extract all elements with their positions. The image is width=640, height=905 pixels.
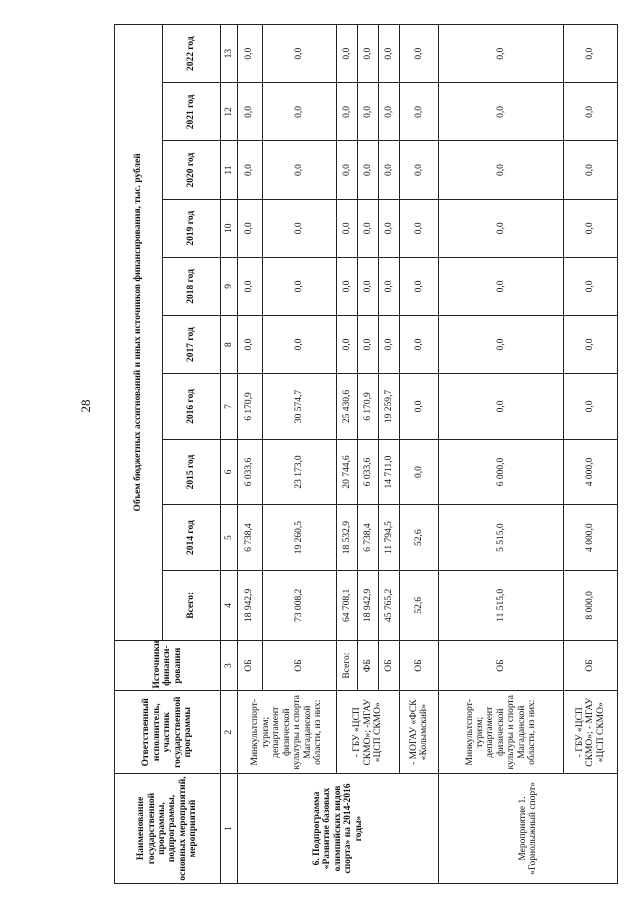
- col-index: 9: [220, 257, 237, 315]
- value-cell: 0,0: [399, 199, 438, 257]
- value-cell: 0,0: [237, 316, 262, 374]
- col-index: 10: [220, 199, 237, 257]
- source-cell: ОБ: [237, 640, 262, 691]
- financing-table: [114, 24, 618, 884]
- value-cell: 20 744,6: [337, 439, 358, 505]
- value-cell: 0,0: [262, 199, 337, 257]
- value-cell: 0,0: [262, 83, 337, 141]
- value-cell: 6 000,0: [439, 439, 564, 505]
- header-executor: Ответственный исполнитель, участник государственной программы: [115, 691, 221, 774]
- value-cell: 0,0: [337, 316, 358, 374]
- table-row: [439, 25, 564, 884]
- value-cell: 0,0: [337, 83, 358, 141]
- table-row: [399, 25, 438, 884]
- value-cell: 0,0: [563, 374, 617, 440]
- value-cell: 0,0: [237, 25, 262, 83]
- subprogram-executor: Минкультспорт-туризм; департамент физической культуры и спорта Магаданской области, из них:: [237, 691, 337, 774]
- source-cell: ОБ: [439, 640, 564, 691]
- value-cell: 6 738,4: [358, 505, 379, 571]
- value-cell: 14 711,0: [378, 439, 399, 505]
- value-cell: 30 574,7: [262, 374, 337, 440]
- source-cell: ОБ: [399, 640, 438, 691]
- value-cell: 23 173,0: [262, 439, 337, 505]
- header-total: Всего:: [162, 570, 220, 640]
- value-cell: 4 000,0: [563, 505, 617, 571]
- header-name: Наименование государственной программы, подпрограммы, основных мероприятий, мероприятий: [115, 773, 221, 883]
- value-cell: 0,0: [399, 316, 438, 374]
- value-cell: 64 708,1: [337, 570, 358, 640]
- value-cell: 52,6: [399, 570, 438, 640]
- value-cell: 0,0: [337, 257, 358, 315]
- value-cell: 52,6: [399, 505, 438, 571]
- measure-name: Мероприятие 1. «Горнолыжный спорт»: [439, 773, 618, 883]
- value-cell: 19 260,5: [262, 505, 337, 571]
- value-cell: 11 794,5: [378, 505, 399, 571]
- index-row: [220, 25, 237, 884]
- header-year-2017: 2017 год: [162, 316, 220, 374]
- source-cell: ОБ: [262, 640, 337, 691]
- value-cell: 0,0: [563, 25, 617, 83]
- col-index: 12: [220, 83, 237, 141]
- page-number: 28: [78, 399, 93, 413]
- value-cell: 0,0: [237, 141, 262, 199]
- header-year-2021: 2021 год: [162, 83, 220, 141]
- value-cell: 0,0: [358, 25, 379, 83]
- value-cell: 18 942,9: [237, 570, 262, 640]
- value-cell: 18 532,9: [337, 505, 358, 571]
- col-index: 4: [220, 570, 237, 640]
- subprogram-executor-sub: - ГБУ «ЦСП СКМО»; -МГАУ «ЦСП СКМО»: [337, 691, 399, 774]
- col-index: 3: [220, 640, 237, 691]
- value-cell: 73 008,2: [262, 570, 337, 640]
- value-cell: 0,0: [337, 199, 358, 257]
- header-source: Источники финанси-рования: [115, 640, 221, 691]
- value-cell: 0,0: [378, 199, 399, 257]
- value-cell: 4 000,0: [563, 439, 617, 505]
- value-cell: 0,0: [262, 25, 337, 83]
- col-index: 8: [220, 316, 237, 374]
- value-cell: 0,0: [563, 199, 617, 257]
- value-cell: 0,0: [399, 374, 438, 440]
- table-row: [337, 25, 358, 884]
- value-cell: 0,0: [399, 439, 438, 505]
- measure-executor: Минкультспорт-туризм; департамент физической культуры и спорта Магаданской области, из них:: [439, 691, 564, 774]
- value-cell: 6 033,6: [358, 439, 379, 505]
- value-cell: 5 515,0: [439, 505, 564, 571]
- col-index: 7: [220, 374, 237, 440]
- source-cell: ОБ: [378, 640, 399, 691]
- value-cell: 0,0: [439, 316, 564, 374]
- value-cell: 0,0: [378, 141, 399, 199]
- value-cell: 0,0: [358, 141, 379, 199]
- value-cell: 0,0: [563, 83, 617, 141]
- value-cell: 0,0: [439, 199, 564, 257]
- value-cell: 0,0: [563, 141, 617, 199]
- header-volume: Объем бюджетных ассигнований и иных источников финансирования, тыс. рублей: [115, 25, 163, 641]
- value-cell: 0,0: [358, 316, 379, 374]
- source-cell: Всего:: [337, 640, 358, 691]
- header-year-2018: 2018 год: [162, 257, 220, 315]
- col-index: 11: [220, 141, 237, 199]
- header-year-2022: 2022 год: [162, 25, 220, 83]
- measure-executor-sub: - ГБУ «ЦСП СКМО»; - МГАУ «ЦСП СКМО»: [563, 691, 617, 774]
- col-index: 6: [220, 439, 237, 505]
- value-cell: 25 430,6: [337, 374, 358, 440]
- value-cell: 0,0: [358, 83, 379, 141]
- value-cell: 6 033,6: [237, 439, 262, 505]
- value-cell: 19 259,7: [378, 374, 399, 440]
- subprogram-name: 6. Подпрограмма «Развитие базовых олимпийских видов спорта» на 2014-2016 годы»: [237, 773, 439, 883]
- value-cell: 0,0: [563, 316, 617, 374]
- value-cell: 0,0: [399, 25, 438, 83]
- header-year-2020: 2020 год: [162, 141, 220, 199]
- col-index: 13: [220, 25, 237, 83]
- value-cell: 18 942,9: [358, 570, 379, 640]
- value-cell: 6 170,9: [358, 374, 379, 440]
- value-cell: 6 738,4: [237, 505, 262, 571]
- value-cell: 0,0: [399, 83, 438, 141]
- value-cell: 0,0: [337, 25, 358, 83]
- col-index: 2: [220, 691, 237, 774]
- table-row: [237, 25, 262, 884]
- source-cell: ФБ: [358, 640, 379, 691]
- value-cell: 0,0: [378, 25, 399, 83]
- value-cell: 0,0: [237, 199, 262, 257]
- value-cell: 0,0: [378, 316, 399, 374]
- col-index: 1: [220, 773, 237, 883]
- value-cell: 6 170,9: [237, 374, 262, 440]
- header-year-2014: 2014 год: [162, 505, 220, 571]
- value-cell: 0,0: [439, 83, 564, 141]
- value-cell: 0,0: [237, 83, 262, 141]
- value-cell: 0,0: [358, 257, 379, 315]
- value-cell: 0,0: [439, 141, 564, 199]
- value-cell: 0,0: [439, 25, 564, 83]
- subprogram-executor-sub: - МОГАУ «ФСК «Колымский»: [399, 691, 438, 774]
- source-cell: ОБ: [563, 640, 617, 691]
- value-cell: 8 000,0: [563, 570, 617, 640]
- header-year-2016: 2016 год: [162, 374, 220, 440]
- value-cell: 45 765,2: [378, 570, 399, 640]
- value-cell: 0,0: [378, 83, 399, 141]
- value-cell: 0,0: [439, 257, 564, 315]
- value-cell: 0,0: [378, 257, 399, 315]
- value-cell: 0,0: [337, 141, 358, 199]
- value-cell: 0,0: [262, 316, 337, 374]
- value-cell: 0,0: [262, 141, 337, 199]
- value-cell: 0,0: [563, 257, 617, 315]
- rotated-table-container: [114, 24, 618, 884]
- value-cell: 0,0: [237, 257, 262, 315]
- header-year-2019: 2019 год: [162, 199, 220, 257]
- table-row: [563, 25, 617, 884]
- value-cell: 0,0: [399, 141, 438, 199]
- value-cell: 0,0: [262, 257, 337, 315]
- header-year-2015: 2015 год: [162, 439, 220, 505]
- value-cell: 0,0: [358, 199, 379, 257]
- value-cell: 0,0: [399, 257, 438, 315]
- value-cell: 11 515,0: [439, 570, 564, 640]
- value-cell: 0,0: [439, 374, 564, 440]
- col-index: 5: [220, 505, 237, 571]
